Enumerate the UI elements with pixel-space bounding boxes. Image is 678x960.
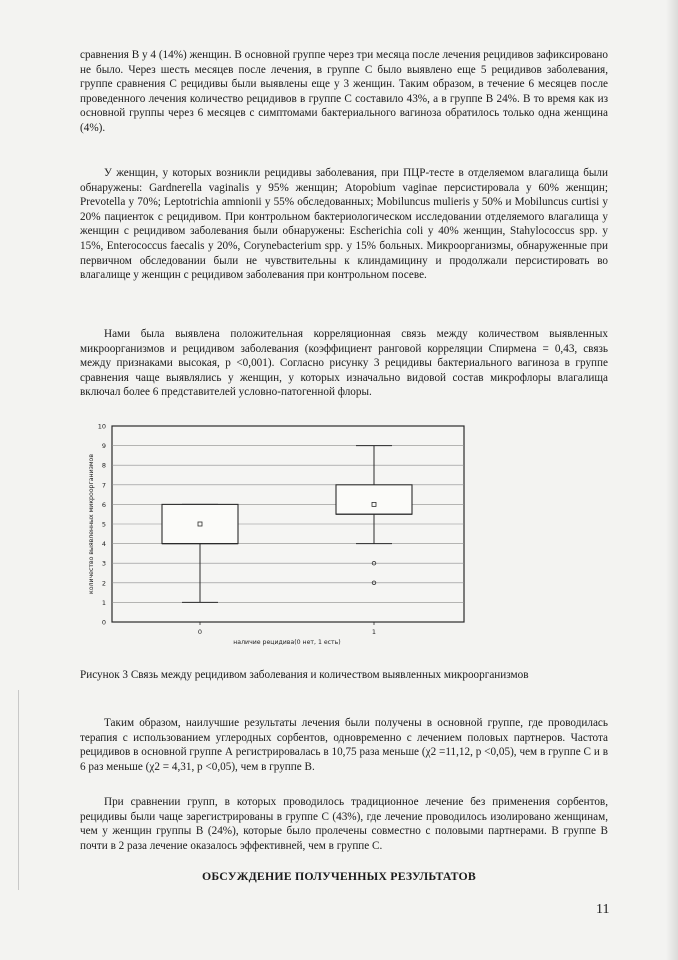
scan-margin-line [18,690,19,890]
y-tick-label: 5 [101,520,106,529]
box-iqr [162,504,238,543]
x-axis-label: наличие рецидива(0 нет, 1 есть) [233,639,341,646]
paragraph-pcr-findings: У женщин, у которых возникли рецидивы заболевания, при ПЦР-тесте в отделяемом влагалища были обнаружены: Gardnerella vaginalis у 95% женщин; Atopobium vaginae персистировала у 60% женщин; Prevotella у 70%; Leptotrichia amnionii у 55% обследованных; Mobiluncus mulieris у 50% и Mobiluncus curtisi у 20% пациенток с рецидивом. При контрольном бактериологическом исследовании отделяемого влагалища у женщин с рецидивом заболевания были обнаружены: Escherichia coli у 40% женщин, Stahylococcus spp. у 15%, Enterococcus faecalis у 20%, Corynebacterium spp. у 15% больных. Микроорганизмы, обнаруженные при первичном обследовании были не чувствительны к клиндамицину и продолжали персистировать во влагалище у женщин с рецидивом заболевания при контрольном посеве. [80,167,608,282]
figure-3-chart [80,418,480,648]
y-tick-label: 7 [101,481,106,490]
y-tick-label: 10 [97,422,106,431]
y-tick-label: 4 [101,540,106,549]
y-tick-label: 9 [101,442,106,451]
paragraph-correlation: Нами была выявлена положительная корреляционная связь между количеством выявленных микроорганизмов и рецидивом заболевания (коэффициент ранговой корреляции Спирмена = 0,43, связь между признаками высокая, р <0,001). Согласно рисунку 3 рецидивы бактериального вагиноза в группе сравнения чаще выявлялись у женщин, у которых изначально видовой состав микрофлоры влагалища включал более 6 представителей условно-патогенной флоры. [80,328,608,399]
paragraph-recurrence-timeline: сравнения В у 4 (14%) женщин. В основной группе через три месяца после лечения рецидивов зафиксировано не было. Через шесть месяцев после лечения, в группе С было выявлено еще 5 рецидивов заболевания, группе сравнения С рецидивы были выявлены еще у 3 женщин. Таким образом, в течение 6 месяцев после проведенного лечения количество рецидивов в группе С составило 43%, а в группе В 24%. В то время как из основной группы через 6 месяцев с симптомами бактериального вагиноза обратилось только одна женщина (4%). [80,49,608,134]
y-tick-label: 3 [101,559,106,568]
y-tick-label: 6 [101,500,106,509]
y-tick-label: 0 [101,618,106,627]
box-iqr [336,485,412,514]
scan-edge-shadow [666,0,678,960]
figure-caption: Рисунок 3 Связь между рецидивом заболевания и количеством выявленных микроорганизмов [80,669,529,681]
page-number: 11 [596,902,610,917]
paragraph-results-summary: Таким образом, наилучшие результаты лечения были получены в основной группе, где проводилась терапия с использованием углеродных сорбентов, одновременно с лечением половых партнеров. Частота рецидивов в основной группе А регистрировалась в 10,75 раза меньше (χ2 =11,12, р <0,05), чем в группе С и в 6 раз меньше (χ2 = 4,31, р <0,05), чем в группе В. [80,717,608,773]
x-tick-label: 0 [197,628,203,636]
y-axis-label: количество выявленных микроорганизмов [88,454,95,594]
boxplot-svg [80,418,480,648]
paragraph-group-comparison: При сравнении групп, в которых проводилось традиционное лечение без применения сорбентов, рецидивы были чаще зарегистрированы в группе С (43%), где лечение проводилось изолировано женщинам, чем у женщин группы В (24%), которые было пролечены совместно с половыми партнерами. В группе В почти в 2 раза лечение оказалось эффективней, чем в группе С. [80,796,608,852]
x-tick-label: 1 [371,628,377,636]
section-heading: ОБСУЖДЕНИЕ ПОЛУЧЕННЫХ РЕЗУЛЬТАТОВ [202,869,476,883]
y-tick-label: 2 [101,579,106,588]
y-tick-label: 1 [101,598,106,607]
y-tick-label: 8 [101,461,106,470]
